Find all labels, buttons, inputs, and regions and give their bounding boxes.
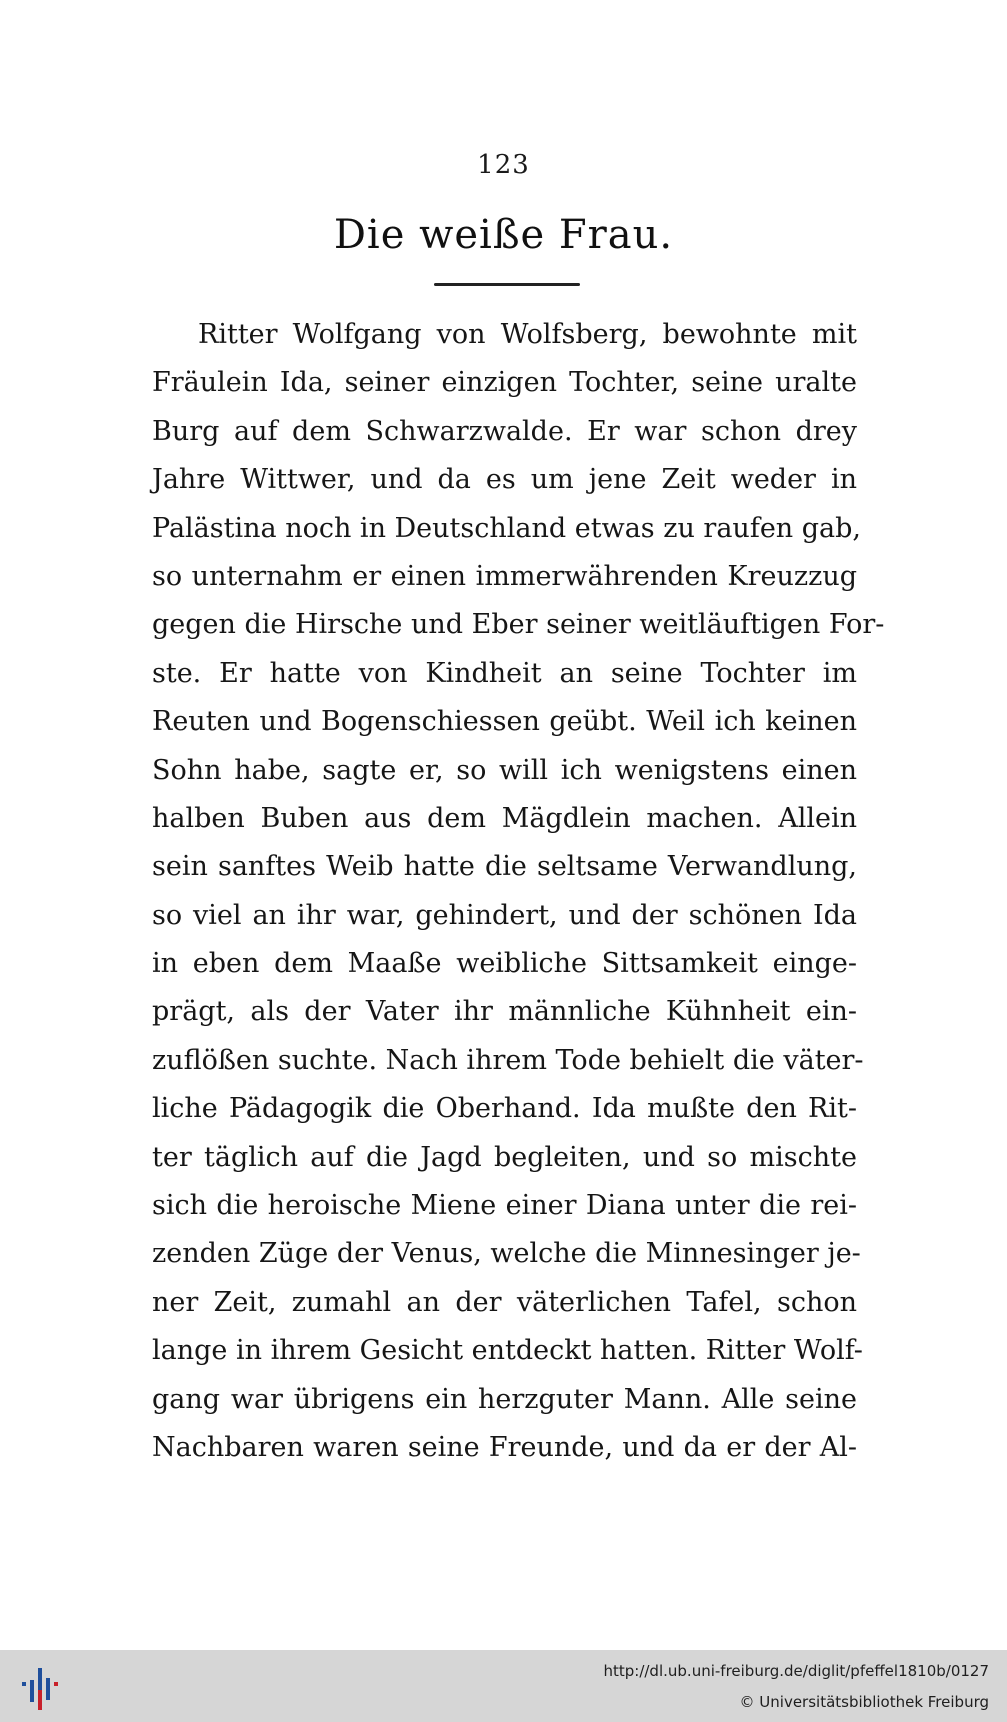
text-line: ter täglich auf die Jagd begleiten, und so mischte [152, 1141, 857, 1173]
text-line: zuflößen suchte. Nach ihrem Tode behielt die väter- [152, 1044, 864, 1076]
text-line: Burg auf dem Schwarzwalde. Er war schon drey [152, 415, 857, 447]
text-line: so viel an ihr war, gehindert, und der schönen Ida [152, 899, 857, 931]
copyright-notice: © Universitätsbibliothek Freiburg [739, 1693, 989, 1711]
text-line: in eben dem Maaße weibliche Sittsamkeit einge- [152, 948, 857, 980]
text-line: Sohn habe, sagte er, so will ich wenigstens einen [152, 754, 857, 786]
text-line: Ritter Wolfgang von Wolfsberg, bewohnte mit [198, 319, 857, 350]
text-line: Jahre Wittwer, und da es um jene Zeit weder in [152, 464, 857, 496]
ub-freiburg-logo-icon [16, 1664, 64, 1712]
text-line: lange in ihrem Gesicht entdeckt hatten. Ritter Wolf- [152, 1335, 863, 1367]
text-line: gegen die Hirsche und Eber seiner weitläuftigen For- [152, 609, 885, 641]
text-line: gang war übrigens ein herzguter Mann. Alle seine [152, 1383, 857, 1415]
viewer-footer [0, 1650, 1007, 1722]
text-line: zenden Züge der Venus, welche die Minnesinger je- [152, 1238, 861, 1270]
page-number: 123 [477, 150, 530, 180]
text-line: halben Buben aus dem Mägdlein machen. Allein [152, 802, 857, 834]
text-line: ner Zeit, zumahl an der väterlichen Tafel, schon [152, 1286, 857, 1318]
text-line: Fräulein Ida, seiner einzigen Tochter, seine uralte [152, 367, 857, 399]
permalink-url[interactable]: http://dl.ub.uni-freiburg.de/diglit/pfeffel1810b/0127 [603, 1662, 989, 1680]
body-text [152, 311, 885, 1472]
text-line: liche Pädagogik die Oberhand. Ida mußte den Rit- [152, 1093, 857, 1125]
text-line: sich die heroische Miene einer Diana unter die rei- [152, 1190, 857, 1222]
text-line: so unternahm er einen immerwährenden Kreuzzug [152, 560, 857, 592]
text-line: Reuten und Bogenschiessen geübt. Weil ich keinen [152, 706, 857, 738]
text-line: ste. Er hatte von Kindheit an seine Tochter im [152, 657, 857, 689]
text-line: Nachbaren waren seine Freunde, und da er der Al- [152, 1431, 857, 1463]
text-line: Palästina noch in Deutschland etwas zu raufen gab, [152, 512, 862, 544]
title-divider [434, 283, 580, 286]
chapter-title: Die weiße Frau. [333, 212, 674, 258]
text-line: prägt, als der Vater ihr männliche Kühnheit ein- [152, 996, 857, 1028]
text-line: sein sanftes Weib hatte die seltsame Verwandlung, [152, 851, 857, 883]
